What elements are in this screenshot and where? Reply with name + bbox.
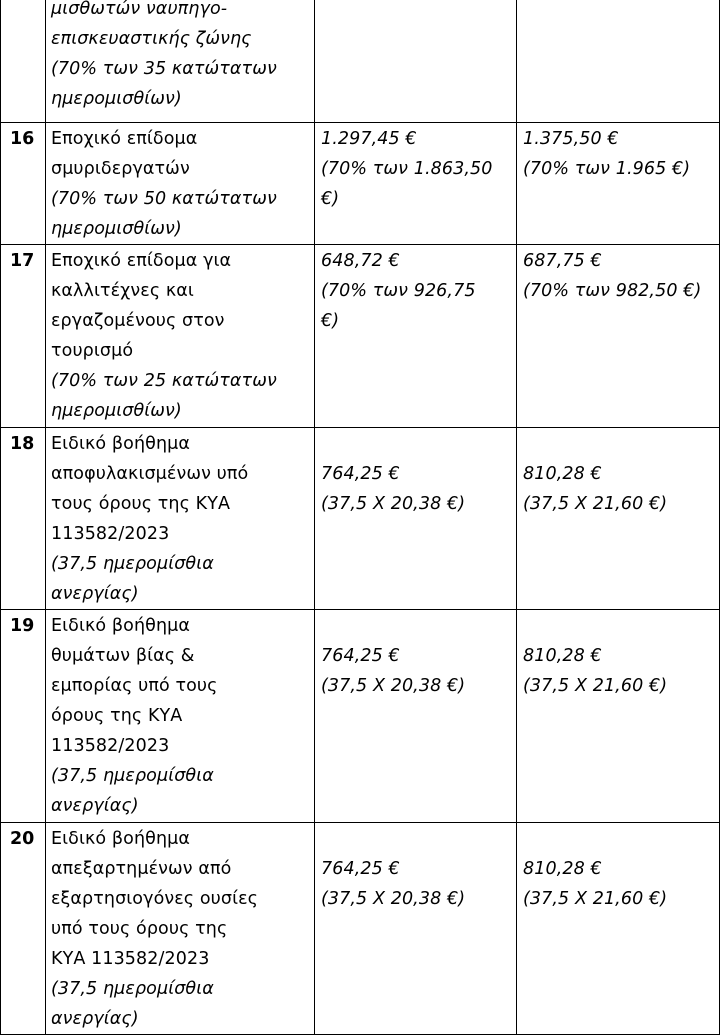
amount-current bbox=[315, 245, 517, 428]
amount-new bbox=[517, 123, 720, 245]
amount-line: 648,72 € bbox=[321, 251, 400, 271]
description-line: τους όρους της ΚΥΑ bbox=[51, 494, 231, 514]
row-number bbox=[1, 823, 46, 1035]
row-number-text: 20 bbox=[10, 829, 35, 849]
amount-line: (37,5 Χ 21,60 €) bbox=[523, 676, 668, 696]
spacer bbox=[321, 824, 516, 854]
description-line: τουρισμό bbox=[51, 341, 134, 361]
amount-line: (70% των 982,50 €) bbox=[523, 281, 702, 301]
description-line: Ειδικό βοήθημα bbox=[51, 829, 191, 849]
description-line: (70% των 25 κατώτατων bbox=[51, 371, 277, 391]
description-line: εργαζομένους στον bbox=[51, 311, 225, 331]
spacer bbox=[523, 429, 719, 459]
description-line: απεξαρτημένων από bbox=[51, 859, 232, 879]
description-line: 113582/2023 bbox=[51, 524, 170, 544]
row-number bbox=[1, 245, 46, 428]
spacer bbox=[523, 824, 719, 854]
description-line: επισκευαστικής ζώνης bbox=[51, 29, 252, 49]
description-line: όρους της ΚΥΑ bbox=[51, 706, 183, 726]
table-row bbox=[1, 428, 720, 610]
benefit-description bbox=[46, 245, 315, 428]
amount-line: €) bbox=[321, 189, 340, 209]
benefit-description bbox=[46, 123, 315, 245]
amount-new bbox=[517, 0, 720, 123]
description-line: ανεργίας) bbox=[51, 584, 139, 604]
benefit-description bbox=[46, 0, 315, 123]
table-row bbox=[1, 0, 720, 123]
amount-current bbox=[315, 428, 517, 610]
benefit-description bbox=[46, 610, 315, 823]
amount-new bbox=[517, 245, 720, 428]
amount-new bbox=[517, 610, 720, 823]
row-number bbox=[1, 428, 46, 610]
amount-new bbox=[517, 428, 720, 610]
table-row bbox=[1, 610, 720, 823]
description-line: μισθωτών ναυπηγο- bbox=[51, 0, 228, 19]
description-line: εξαρτησιογόνες ουσίες bbox=[51, 889, 259, 909]
description-line: σμυριδεργατών bbox=[51, 159, 190, 179]
description-line: ημερομισθίων) bbox=[51, 401, 182, 421]
row-number-text: 19 bbox=[10, 616, 35, 636]
description-line: 113582/2023 bbox=[51, 736, 170, 756]
amount-current bbox=[315, 0, 517, 123]
description-line: (70% των 50 κατώτατων bbox=[51, 189, 277, 209]
amount-line: 810,28 € bbox=[523, 646, 602, 666]
amount-line: 1.375,50 € bbox=[523, 129, 619, 149]
amount-line: €) bbox=[321, 311, 340, 331]
description-line: Ειδικό βοήθημα bbox=[51, 616, 191, 636]
spacer bbox=[523, 611, 719, 641]
row-number-text: 18 bbox=[10, 434, 35, 454]
description-line: ανεργίας) bbox=[51, 1009, 139, 1029]
table-row bbox=[1, 823, 720, 1035]
amount-current bbox=[315, 610, 517, 823]
amount-line: (37,5 Χ 20,38 €) bbox=[321, 676, 466, 696]
row-number bbox=[1, 0, 46, 123]
amount-line: 810,28 € bbox=[523, 859, 602, 879]
amount-line: 764,25 € bbox=[321, 859, 400, 879]
amount-new bbox=[517, 823, 720, 1035]
description-line: (70% των 35 κατώτατων bbox=[51, 59, 277, 79]
amount-line: (37,5 Χ 21,60 €) bbox=[523, 889, 668, 909]
amount-line: (70% των 1.863,50 bbox=[321, 159, 493, 179]
row-number bbox=[1, 123, 46, 245]
description-line: Ειδικό βοήθημα bbox=[51, 434, 191, 454]
description-line: υπό τους όρους της bbox=[51, 919, 228, 939]
amount-line: (37,5 Χ 20,38 €) bbox=[321, 889, 466, 909]
row-number-text: 17 bbox=[10, 251, 35, 271]
row-number-text: 16 bbox=[10, 129, 35, 149]
description-line: ΚΥΑ 113582/2023 bbox=[51, 949, 210, 969]
row-number bbox=[1, 610, 46, 823]
description-line: (37,5 ημερομίσθια bbox=[51, 979, 214, 999]
benefit-description bbox=[46, 823, 315, 1035]
amount-current bbox=[315, 123, 517, 245]
amount-line: 1.297,45 € bbox=[321, 129, 417, 149]
amount-current bbox=[315, 823, 517, 1035]
amount-line: 764,25 € bbox=[321, 464, 400, 484]
benefit-description bbox=[46, 428, 315, 610]
description-line: αποφυλακισμένων υπό bbox=[51, 464, 249, 484]
amount-line: (70% των 1.965 €) bbox=[523, 159, 691, 179]
description-line: (37,5 ημερομίσθια bbox=[51, 554, 214, 574]
amount-line: 687,75 € bbox=[523, 251, 602, 271]
description-line: θυμάτων βίας & bbox=[51, 646, 195, 666]
description-line: καλλιτέχνες και bbox=[51, 281, 194, 301]
description-line: ημερομισθίων) bbox=[51, 219, 182, 239]
amount-line: 810,28 € bbox=[523, 464, 602, 484]
description-line: Εποχικό επίδομα για bbox=[51, 251, 232, 271]
table-row bbox=[1, 245, 720, 428]
amount-line: (70% των 926,75 bbox=[321, 281, 476, 301]
table-row bbox=[1, 123, 720, 245]
spacer bbox=[321, 611, 516, 641]
description-line: (37,5 ημερομίσθια bbox=[51, 766, 214, 786]
description-line: Εποχικό επίδομα bbox=[51, 129, 198, 149]
amount-line: (37,5 Χ 21,60 €) bbox=[523, 494, 668, 514]
spacer bbox=[321, 429, 516, 459]
description-line: εμπορίας υπό τους bbox=[51, 676, 218, 696]
description-line: ημερομισθίων) bbox=[51, 89, 182, 109]
table-body bbox=[1, 0, 720, 1035]
amount-line: (37,5 Χ 20,38 €) bbox=[321, 494, 466, 514]
amount-line: 764,25 € bbox=[321, 646, 400, 666]
description-line: ανεργίας) bbox=[51, 796, 139, 816]
